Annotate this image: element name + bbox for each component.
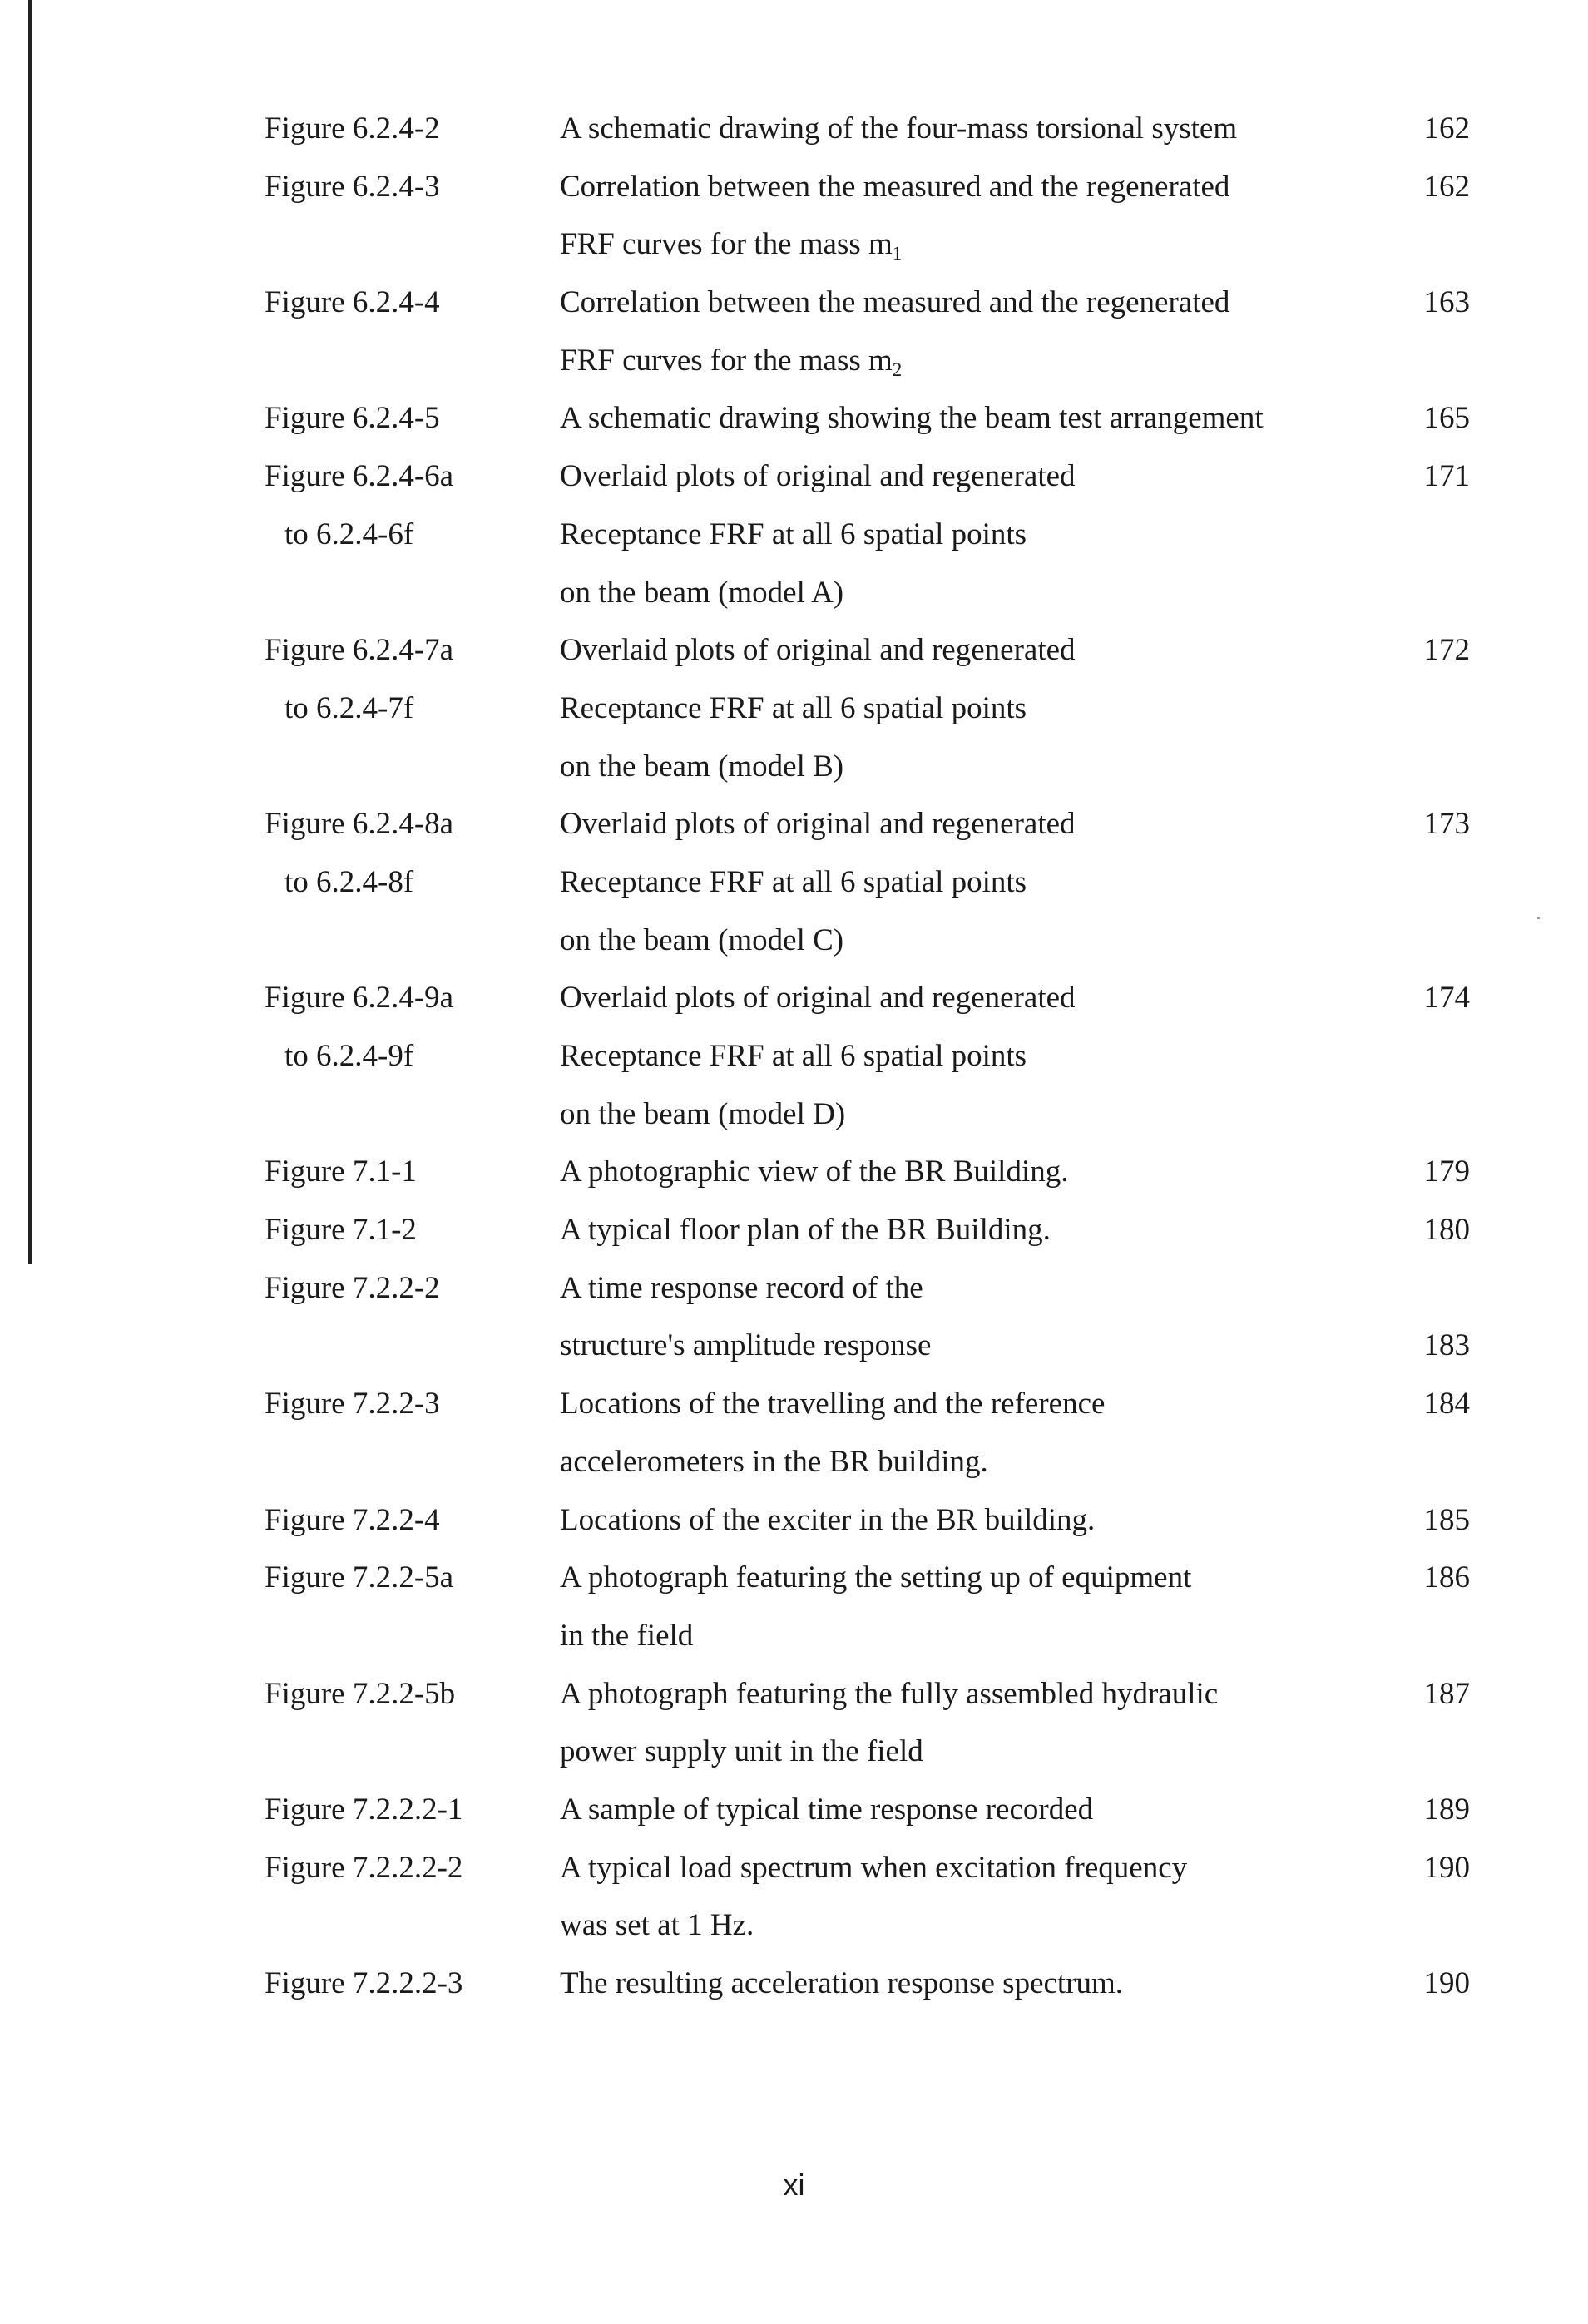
entry-line [0,1789,1588,1847]
caption-text: Receptance FRF at all 6 spatial points [560,517,1027,551]
page-ref: 165 [1423,401,1470,436]
figure-caption [560,456,1076,497]
figure-entry [0,1674,1588,1789]
entry-line [0,456,1588,514]
caption-text: structure's amplitude response [560,1328,932,1363]
entry-line [0,804,1588,862]
entry-line [0,1209,1588,1268]
figure-caption [560,1963,1123,2005]
figure-caption [560,1441,988,1483]
entry-line [0,1615,1588,1674]
entry-line [0,108,1588,166]
figure-entry [0,1789,1588,1847]
entry-line [0,1268,1588,1326]
caption-text: Overlaid plots of original and regenerated [560,633,1076,668]
figure-caption [560,688,1027,729]
entry-line [0,1847,1588,1906]
figure-label: Figure 7.1-1 [265,1155,417,1189]
caption-text: Receptance FRF at all 6 spatial points [560,1039,1027,1073]
caption-text: Receptance FRF at all 6 spatial points [560,690,1027,725]
caption-text: on the beam (model D) [560,1096,846,1131]
page-ref: 190 [1423,1966,1470,2000]
page-ref: 174 [1423,981,1470,1016]
page-ref: 187 [1423,1676,1470,1711]
entry-line [0,630,1588,688]
entry-line [0,166,1588,225]
entry-line [0,572,1588,630]
figure-caption [560,572,843,614]
figure-label: Figure 7.2.2-4 [265,1502,440,1537]
entry-line [0,1441,1588,1500]
figure-label: Figure 7.1-2 [265,1213,417,1248]
page-ref: 172 [1423,633,1470,668]
figure-caption [560,1268,923,1309]
caption-text: A photographic view of the BR Building. [560,1155,1069,1189]
entry-line [0,977,1588,1036]
entry-line [0,1731,1588,1789]
figure-caption [560,282,1229,324]
caption-text: Overlaid plots of original and regenerated [560,459,1076,494]
figure-label: Figure 6.2.4-4 [265,285,440,320]
figure-label-range: to 6.2.4-6f [284,517,414,551]
page-ref: 162 [1423,169,1470,204]
figure-caption [560,920,843,962]
page-ref: 189 [1423,1792,1470,1827]
figure-caption [560,1789,1093,1831]
figure-label: Figure 7.2.2-5b [265,1676,456,1711]
entry-line [0,514,1588,572]
figure-caption [560,166,1229,208]
figure-label: Figure 6.2.4-8a [265,807,454,842]
figure-entry [0,630,1588,804]
caption-text: A schematic drawing of the four-mass torsional system [560,111,1238,146]
caption-text: Correlation between the measured and the regenerated [560,169,1230,204]
caption-text: A photograph featuring the setting up of equipment [560,1560,1192,1595]
figure-label: Figure 7.2.2.2-2 [265,1850,463,1885]
figure-caption [560,340,902,382]
entry-line [0,398,1588,456]
figure-entry [0,1151,1588,1209]
page-ref: 183 [1423,1328,1470,1363]
figure-caption [560,1094,845,1135]
figure-caption [560,1615,693,1657]
figure-label: Figure 6.2.4-3 [265,169,440,204]
figure-caption [560,804,1076,845]
caption-text: A sample of typical time response recorded [560,1792,1094,1827]
entry-line [0,224,1588,282]
figure-caption [560,108,1237,150]
caption-subscript: 2 [892,358,903,380]
figure-label: Figure 6.2.4-2 [265,111,440,146]
caption-text: FRF curves for the mass m [560,343,893,378]
figure-caption [560,1500,1095,1541]
caption-text: Overlaid plots of original and regenerated [560,981,1076,1016]
figure-label-range: to 6.2.4-9f [284,1039,414,1073]
figure-entry [0,804,1588,977]
figure-entry [0,166,1588,282]
figure-label: Figure 7.2.2-3 [265,1387,440,1422]
caption-text: Receptance FRF at all 6 spatial points [560,864,1027,899]
figure-entry [0,1963,1588,2021]
entry-line [0,862,1588,920]
figure-caption [560,1383,1105,1425]
caption-text: on the beam (model C) [560,922,844,957]
caption-text: Locations of the travelling and the reference [560,1387,1106,1422]
caption-text: accelerometers in the BR building. [560,1444,988,1479]
caption-text: power supply unit in the field [560,1734,923,1769]
figure-caption [560,746,843,788]
figure-caption [560,1731,923,1773]
figure-caption [560,1325,931,1367]
figure-entry [0,1268,1588,1383]
entry-line [0,1325,1588,1383]
caption-text: on the beam (model B) [560,749,844,784]
page-ref: 186 [1423,1560,1470,1595]
figure-caption [560,862,1027,903]
page-ref: 171 [1423,459,1470,494]
caption-text: A typical floor plan of the BR Building. [560,1213,1051,1248]
entry-line [0,1557,1588,1615]
figure-caption [560,1036,1027,1077]
figure-caption [560,1557,1191,1599]
entry-line [0,1674,1588,1732]
entry-line [0,746,1588,804]
figure-caption [560,1674,1218,1715]
figure-caption [560,224,902,265]
caption-text: Locations of the exciter in the BR building. [560,1502,1096,1537]
figure-label-range: to 6.2.4-7f [284,690,414,725]
caption-text: on the beam (model A) [560,575,844,610]
figure-entry [0,1209,1588,1268]
entry-line [0,340,1588,398]
list-of-figures [0,108,1588,2021]
figure-caption [560,1847,1187,1889]
entry-line [0,1094,1588,1152]
figure-caption [560,630,1076,671]
figure-entry [0,1847,1588,1963]
page-ref: 162 [1423,111,1470,146]
entry-line [0,1383,1588,1441]
entry-line [0,688,1588,746]
entry-line [0,1500,1588,1558]
page-ref: 179 [1423,1155,1470,1189]
figure-entry [0,282,1588,398]
caption-text: in the field [560,1618,694,1653]
entry-line [0,1905,1588,1963]
figure-caption [560,977,1076,1019]
figure-entry [0,1383,1588,1499]
figure-entry [0,977,1588,1151]
figure-label: Figure 7.2.2-5a [265,1560,454,1595]
caption-text: A time response record of the [560,1270,923,1305]
figure-entry [0,108,1588,166]
page-number: xi [783,2168,805,2202]
page-ref: 180 [1423,1213,1470,1248]
figure-label: Figure 6.2.4-5 [265,401,440,436]
entry-line [0,1036,1588,1094]
entry-line [0,920,1588,978]
caption-text: A photograph featuring the fully assembled hydraulic [560,1676,1219,1711]
caption-text: The resulting acceleration response spectrum. [560,1966,1124,2000]
figure-caption [560,1905,754,1946]
figure-label: Figure 7.2.2-2 [265,1270,440,1305]
figure-entry [0,456,1588,630]
caption-text: A typical load spectrum when excitation frequency [560,1850,1188,1885]
caption-text: Overlaid plots of original and regenerated [560,807,1076,842]
figure-label: Figure 6.2.4-9a [265,981,454,1016]
figure-entry [0,1557,1588,1673]
figure-caption [560,398,1264,439]
figure-caption [560,1209,1051,1251]
figure-entry [0,398,1588,456]
entry-line [0,282,1588,340]
figure-label: Figure 6.2.4-7a [265,633,454,668]
figure-label: Figure 7.2.2.2-1 [265,1792,463,1827]
figure-caption [560,1151,1068,1193]
page-ref: 163 [1423,285,1470,320]
entry-line [0,1963,1588,2021]
figure-entry [0,1500,1588,1558]
caption-text: FRF curves for the mass m [560,227,893,262]
figure-label: Figure 6.2.4-6a [265,459,454,494]
entry-line [0,1151,1588,1209]
page-ref: 184 [1423,1387,1470,1422]
page-ref: 173 [1423,807,1470,842]
caption-text: was set at 1 Hz. [560,1908,754,1943]
caption-subscript: 1 [892,243,903,265]
page-ref: 185 [1423,1502,1470,1537]
caption-text: Correlation between the measured and the regenerated [560,285,1230,320]
figure-caption [560,514,1027,556]
caption-text: A schematic drawing showing the beam test arrangement [560,401,1264,436]
page-ref: 190 [1423,1850,1470,1885]
figure-label-range: to 6.2.4-8f [284,864,414,899]
figure-label: Figure 7.2.2.2-3 [265,1966,463,2000]
